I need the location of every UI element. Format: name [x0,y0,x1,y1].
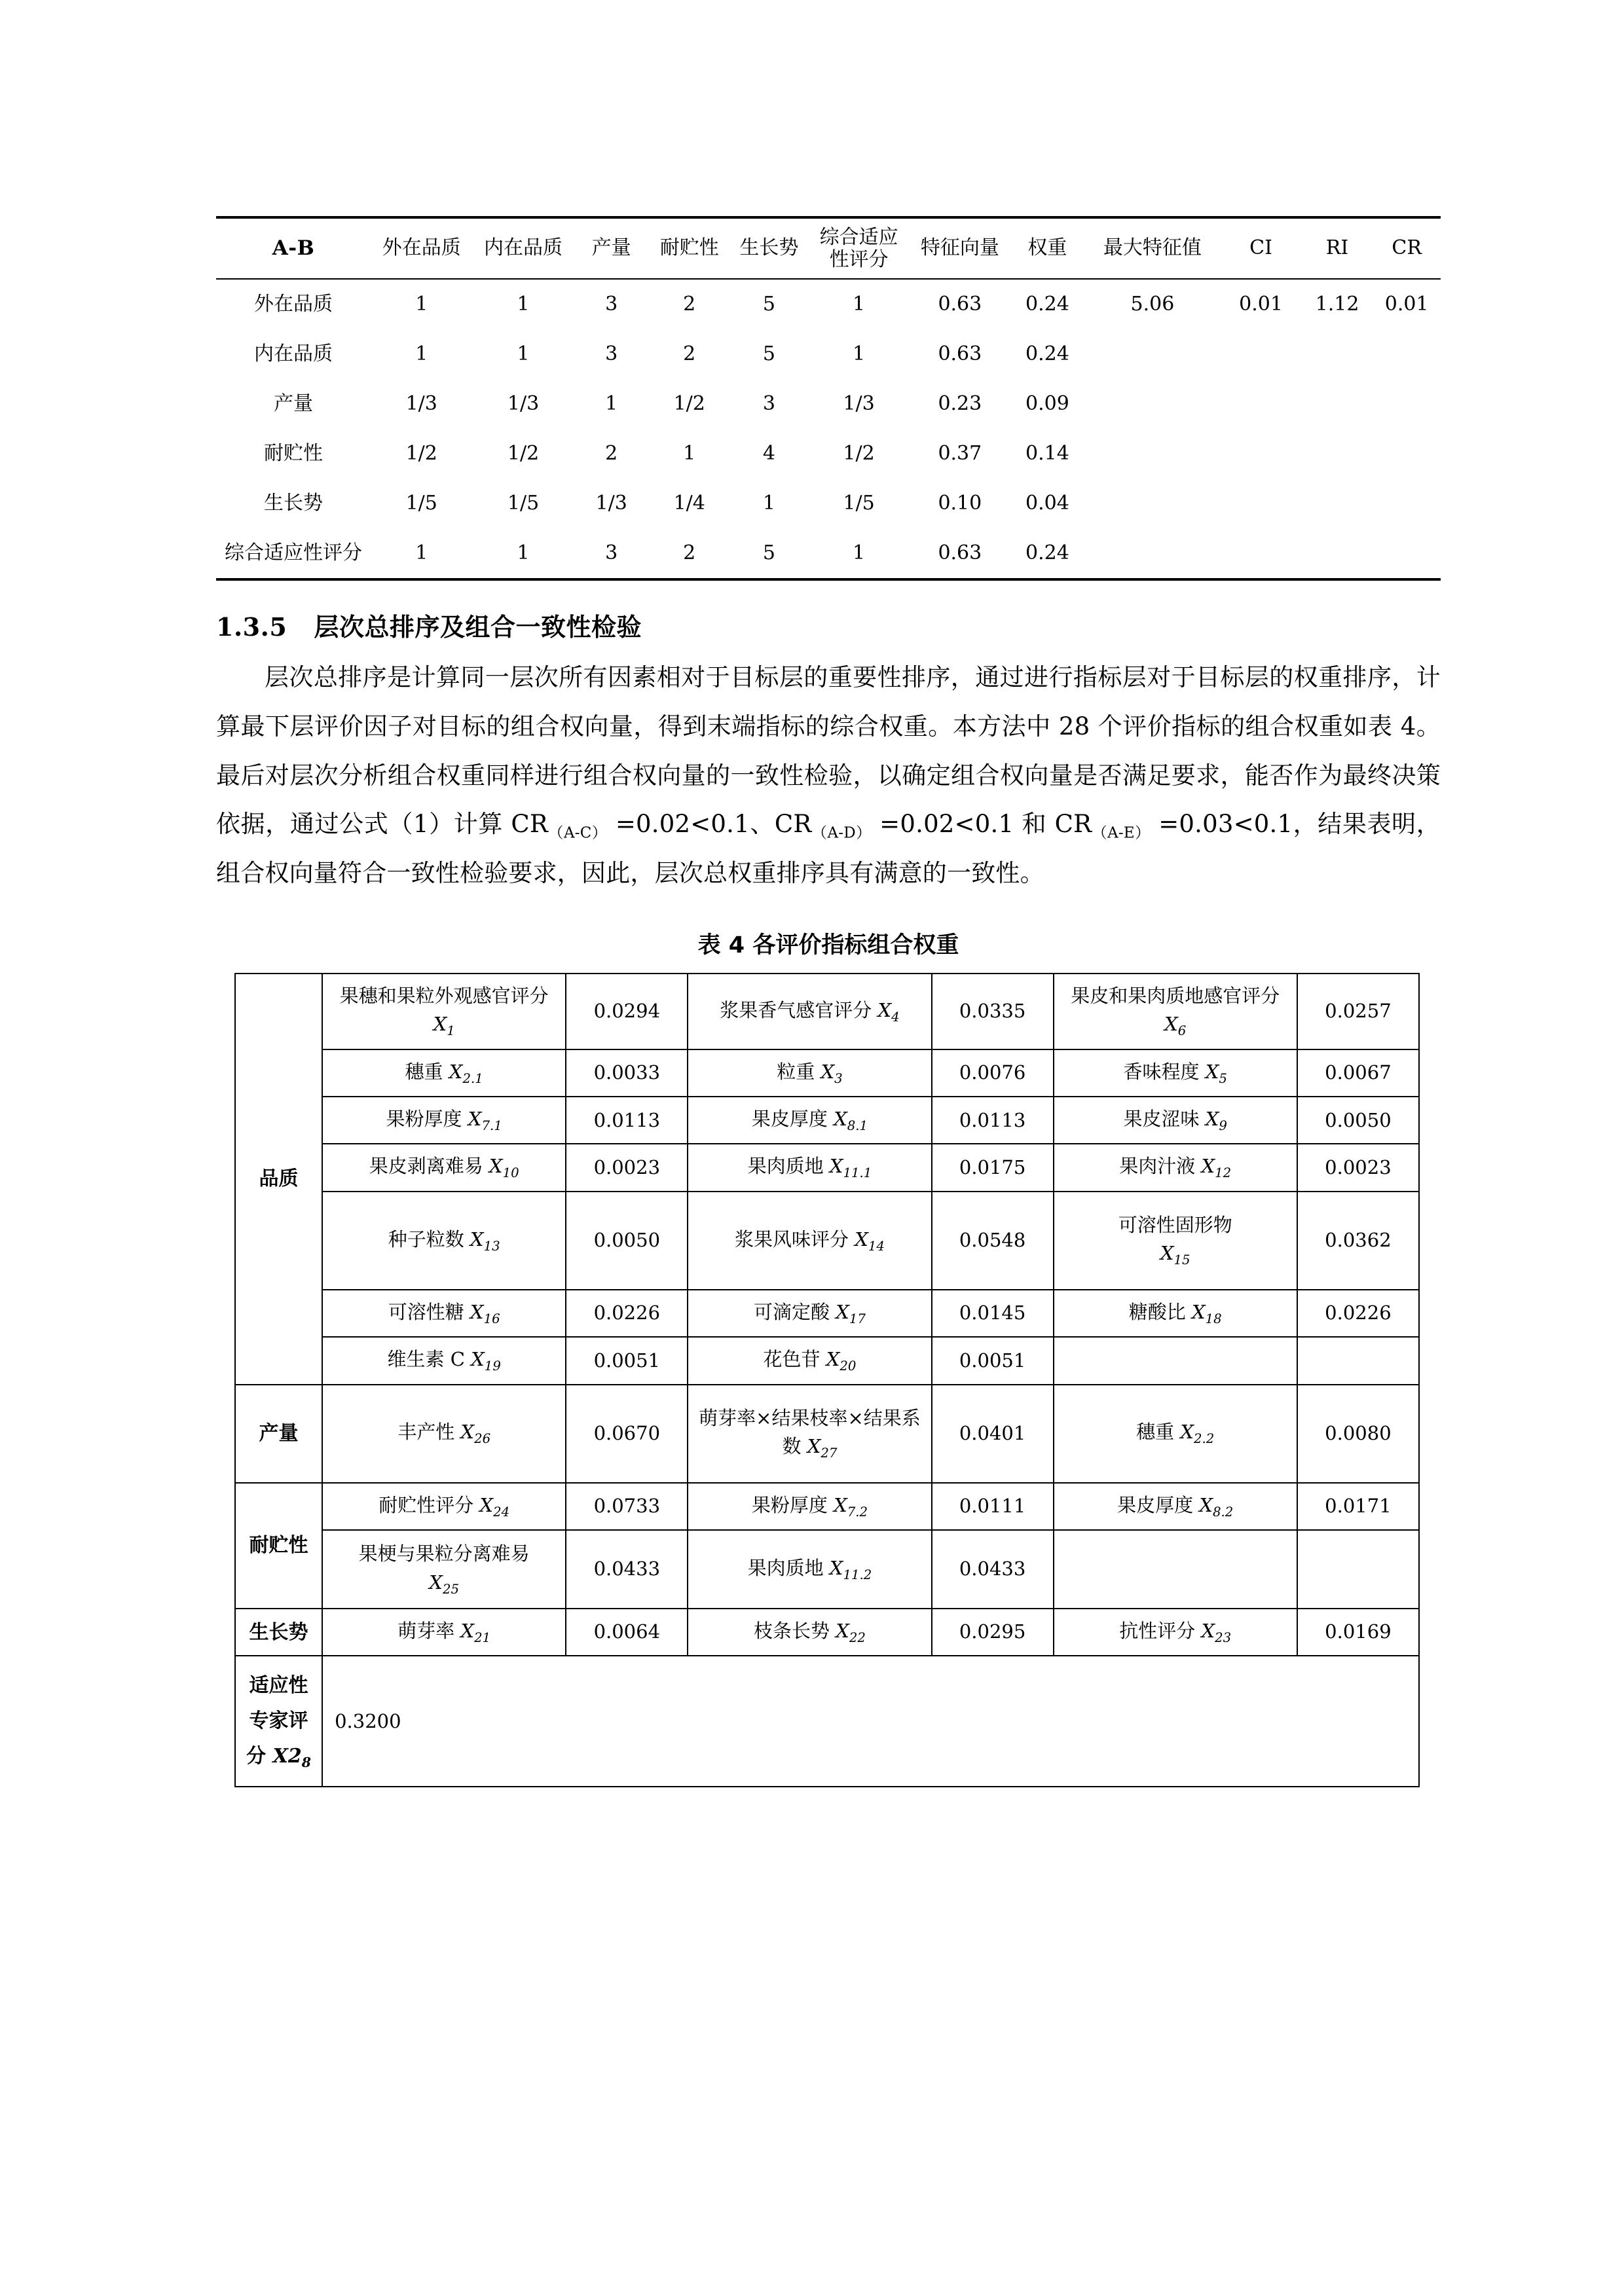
table-combined-weights [234,973,1420,1788]
table-row [235,1192,1419,1290]
row-label: 耐贮性 [264,441,323,465]
cell-ri [1302,528,1373,579]
table-row [235,1385,1419,1483]
section-number: 1.3.5 [216,612,287,642]
indicator-weight: 0.0257 [1297,974,1419,1049]
paragraph-subscript-ae: （A-E） [1092,824,1151,842]
cell-value: 2 [683,541,696,564]
indicator-name: 可滴定酸 $X_{17}$ [688,1290,931,1337]
empty-cell [1297,1530,1419,1609]
row-label: 综合适应性评分 [225,541,363,564]
paragraph-part-1: 层次总排序是计算同一层次所有因素相对于目标层的重要性排序，通过进行指标层对于目标层的权重排序，计算最下层评价因子对目标的组合权向量，得到末端指标的综合权重。本方法中 28 个评价指标的组合权重如表 4。最后对层次分析组合权重同样进行组合权向量的一致性检验，以确定组合权向量是否满足要求，能否作为最终决策依据，通过公式（1）计算 CR [216,663,1441,839]
cell-value: 3 [605,541,618,564]
row-label: 内在品质 [254,342,333,365]
header-a-b: A-B [272,236,315,260]
paragraph-subscript-ad: （A-D） [811,824,872,842]
header-ri: RI [1325,236,1349,260]
indicator-weight: 0.0076 [932,1049,1054,1097]
section-heading [216,607,1441,643]
paragraph-part-3: =0.02<0.1 和 CR [871,810,1092,839]
indicator-weight: 0.0670 [566,1385,688,1483]
cell-value: 1 [853,342,866,365]
cell-ri [1302,379,1373,429]
cell-ci [1220,379,1301,429]
indicator-weight: 0.0111 [932,1483,1054,1530]
cell-value: 1 [415,292,428,316]
indicator-weight: 0.0113 [566,1097,688,1144]
cell-max-eigenvalue [1084,528,1220,579]
header-eigenvector: 特征向量 [920,236,999,260]
cell-eigenvector: 0.63 [938,342,982,365]
indicator-weight: 0.0433 [932,1530,1054,1609]
indicator-weight: 0.0335 [932,974,1054,1049]
indicator-weight: 0.0145 [932,1290,1054,1337]
body-paragraph [216,653,1441,898]
indicator-weight: 0.0050 [566,1192,688,1290]
table-row [235,1049,1419,1097]
indicator-name: 果皮厚度 $X_{8.1}$ [688,1097,931,1144]
indicator-weight: 0.0113 [932,1097,1054,1144]
cell-value: 1 [517,541,530,564]
header-weight: 权重 [1027,236,1067,260]
header-yield: 产量 [591,236,631,260]
cell-value: 1 [683,441,696,465]
cell-value: 3 [605,342,618,365]
indicator-name: 浆果香气感官评分 $X_4$ [688,974,931,1049]
cell-value: 1 [853,541,866,564]
indicator-weight: 0.0295 [932,1609,1054,1656]
header-adaptability-score [808,219,910,279]
cell-eigenvector: 0.63 [938,541,982,564]
indicator-name: 丰产性 $X_{26}$ [322,1385,566,1483]
indicator-weight: 0.0080 [1297,1385,1419,1483]
table-row [235,1337,1419,1384]
indicator-name: 穗重 $X_{2.2}$ [1054,1385,1297,1483]
table-row [216,528,1441,579]
table-row [235,1530,1419,1609]
cell-value: 1/4 [673,491,705,515]
table-row [216,379,1441,429]
cell-value: 1/3 [595,491,627,515]
group-label-storability: 耐贮性 [235,1483,322,1609]
indicator-weight: 0.0733 [566,1483,688,1530]
indicator-name: 果肉质地 $X_{11.2}$ [688,1530,931,1609]
cell-value: 1/2 [673,392,705,415]
cell-value: 1 [605,392,618,415]
indicator-name: 果皮和果肉质地感官评分 $X_6$ [1054,974,1297,1049]
cell-value: 3 [605,292,618,316]
cell-eigenvector: 0.63 [938,292,982,316]
cell-cr [1373,528,1441,579]
indicator-weight: 0.0433 [566,1530,688,1609]
indicator-name: 香味程度 $X_5$ [1054,1049,1297,1097]
paragraph-part-2: =0.02<0.1、CR [607,810,812,839]
table-row [235,974,1419,1049]
cell-value: 1/3 [843,392,875,415]
table-row [216,280,1441,329]
indicator-name: 果梗与果粒分离难易 $X_{25}$ [322,1530,566,1609]
table-row [216,479,1441,528]
table-bottom-rule [216,579,1441,581]
indicator-name: 花色苷 $X_{20}$ [688,1337,931,1384]
row-label: 产量 [274,392,314,415]
indicator-name: 枝条长势 $X_{22}$ [688,1609,931,1656]
group-label-growth-vigor: 生长势 [235,1609,322,1656]
indicator-name: 果肉质地 $X_{11.1}$ [688,1144,931,1191]
indicator-name: 浆果风味评分 $X_{14}$ [688,1192,931,1290]
cell-value: 2 [683,342,696,365]
indicator-weight: 0.0548 [932,1192,1054,1290]
indicator-name: 种子粒数 $X_{13}$ [322,1192,566,1290]
table4-caption: 表 4 各评价指标组合权重 [697,932,959,958]
cell-cr [1373,429,1441,479]
cell-value: 1/2 [507,441,540,465]
cell-weight: 0.04 [1025,491,1069,515]
header-ci: CI [1249,236,1272,260]
cell-weight: 0.14 [1025,441,1069,465]
indicator-weight: 0.0171 [1297,1483,1419,1530]
indicator-name: 可溶性固形物 $X_{15}$ [1054,1192,1297,1290]
row-label: 外在品质 [254,292,333,316]
cell-value: 5 [762,292,775,316]
indicator-weight: 0.0226 [566,1290,688,1337]
indicator-weight: 0.0175 [932,1144,1054,1191]
cell-ri: 1.12 [1315,292,1359,316]
empty-cell [1054,1337,1297,1384]
cell-weight: 0.09 [1025,392,1069,415]
indicator-name: 萌芽率 $X_{21}$ [322,1609,566,1656]
indicator-weight: 0.0067 [1297,1049,1419,1097]
indicator-name: 果肉汁液 $X_{12}$ [1054,1144,1297,1191]
cell-ri [1302,479,1373,528]
cell-eigenvector: 0.37 [938,441,982,465]
cell-ri [1302,329,1373,379]
indicator-weight: 0.0050 [1297,1097,1419,1144]
indicator-name: 耐贮性评分 $X_{24}$ [322,1483,566,1530]
cell-ci [1220,329,1301,379]
cell-ci [1220,479,1301,528]
cell-value: 1/5 [405,491,437,515]
cell-value: 2 [605,441,618,465]
cell-max-eigenvalue [1084,329,1220,379]
cell-max-eigenvalue [1084,379,1220,429]
cell-max-eigenvalue: 5.06 [1130,292,1175,316]
row-label: 生长势 [264,491,323,515]
indicator-name: 粒重 $X_3$ [688,1049,931,1097]
page-content [216,216,1441,1787]
group-label-adaptability-expert-score: 适应性 专家评 分 $X2_8$ [235,1656,322,1787]
cell-value: 1 [415,541,428,564]
indicator-name: 抗性评分 $X_{23}$ [1054,1609,1297,1656]
indicator-weight: 0.0033 [566,1049,688,1097]
indicator-weight: 0.0023 [566,1144,688,1191]
table-row [235,1097,1419,1144]
table-row [235,1609,1419,1656]
indicator-name: 果粉厚度 $X_{7.2}$ [688,1483,931,1530]
cell-value: 1 [517,342,530,365]
table-row [235,1144,1419,1191]
indicator-name: 穗重 $X_{2.1}$ [322,1049,566,1097]
group-label-quality: 品质 [235,974,322,1385]
cell-cr [1373,479,1441,528]
cell-cr [1373,329,1441,379]
cell-value: 2 [683,292,696,316]
indicator-name: 果皮厚度 $X_{8.2}$ [1054,1483,1297,1530]
indicator-name: 糖酸比 $X_{18}$ [1054,1290,1297,1337]
table-row [235,1290,1419,1337]
indicator-weight: 0.0226 [1297,1290,1419,1337]
cell-value: 1 [517,292,530,316]
cell-cr [1373,379,1441,429]
cell-ci: 0.01 [1239,292,1283,316]
header-adaptability-line2: 性评分 [829,247,889,271]
empty-cell [1054,1530,1297,1609]
cell-value: 1/5 [507,491,540,515]
indicator-name: 果皮剥离难易 $X_{10}$ [322,1144,566,1191]
paragraph-part-4: =0.03<0.1，结果表明，组合权向量符合一致性检验要求，因此，层次总权重排序具有满意的一致性。 [216,810,1441,888]
table-row [216,429,1441,479]
table-row [235,1483,1419,1530]
cell-cr: 0.01 [1384,292,1429,316]
section-title: 层次总排序及组合一致性检验 [314,613,642,642]
indicator-weight: 0.0051 [932,1337,1054,1384]
indicator-weight: 0.0294 [566,974,688,1049]
indicator-name: 萌芽率×结果枝率×结果系数 $X_{27}$ [688,1385,931,1483]
header-internal-quality: 内在品质 [484,236,563,260]
empty-cell [1297,1337,1419,1384]
cell-weight: 0.24 [1025,541,1069,564]
cell-value: 4 [762,441,775,465]
header-max-eigenvalue: 最大特征值 [1103,236,1202,260]
cell-value: 1/2 [843,441,875,465]
cell-value: 1/5 [843,491,875,515]
table-row [235,1656,1419,1787]
header-storability: 耐贮性 [659,236,719,260]
group-label-yield: 产量 [235,1385,322,1483]
indicator-name: 果皮涩味 $X_9$ [1054,1097,1297,1144]
cell-value: 1/2 [405,441,437,465]
header-growth-vigor: 生长势 [739,236,799,260]
cell-value: 1 [853,292,866,316]
cell-value: 3 [762,392,775,415]
cell-max-eigenvalue [1084,479,1220,528]
indicator-weight: 0.3200 [322,1656,1419,1787]
cell-eigenvector: 0.10 [938,491,982,515]
indicator-weight: 0.0362 [1297,1192,1419,1290]
table-header-row [216,219,1441,279]
cell-weight: 0.24 [1025,292,1069,316]
indicator-name: 果穗和果粒外观感官评分 $X_1$ [322,974,566,1049]
indicator-name: 维生素 C $X_{19}$ [322,1337,566,1384]
cell-ri [1302,429,1373,479]
header-external-quality: 外在品质 [382,236,461,260]
header-cr: CR [1392,236,1422,260]
cell-value: 5 [762,541,775,564]
paragraph-subscript-ac: （A-C） [548,824,608,842]
indicator-weight: 0.0051 [566,1337,688,1384]
cell-weight: 0.24 [1025,342,1069,365]
table-row [216,329,1441,379]
indicator-weight: 0.0023 [1297,1144,1419,1191]
cell-eigenvector: 0.23 [938,392,982,415]
cell-ci [1220,429,1301,479]
cell-ci [1220,528,1301,579]
cell-value: 1 [415,342,428,365]
cell-value: 5 [762,342,775,365]
cell-value: 1 [762,491,775,515]
cell-max-eigenvalue [1084,429,1220,479]
indicator-weight: 0.0401 [932,1385,1054,1483]
indicator-name: 可溶性糖 $X_{16}$ [322,1290,566,1337]
indicator-weight: 0.0064 [566,1609,688,1656]
cell-value: 1/3 [405,392,437,415]
indicator-name: 果粉厚度 $X_{7.1}$ [322,1097,566,1144]
indicator-weight: 0.0169 [1297,1609,1419,1656]
cell-value: 1/3 [507,392,540,415]
header-adaptability-line1: 综合适应 [819,226,898,249]
table-ab-comparison-matrix [216,216,1441,581]
